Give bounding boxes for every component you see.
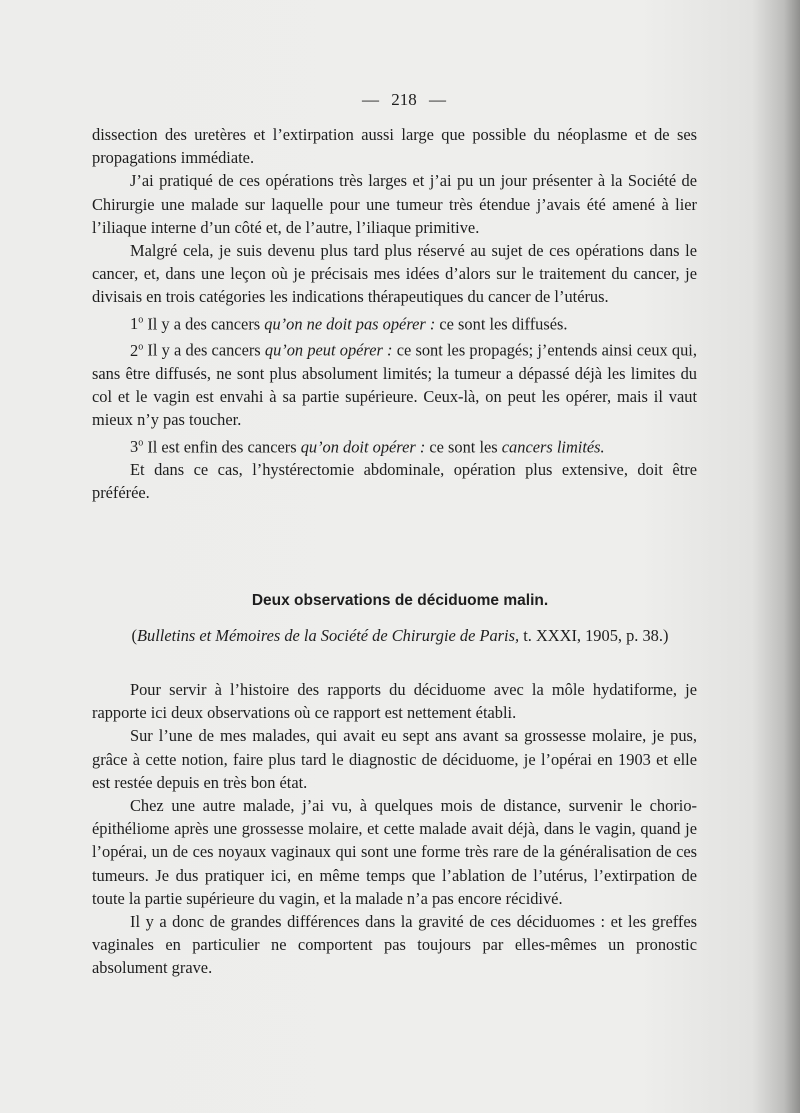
- paragraph-premiere-malade: Sur l’une de mes malades, qui avait eu sept ans avant sa grossesse molaire, je pus, grâce à cette notion, faire plus tard le diagnostic de déciduome, je l’opérai en 1903 et elle est restée depuis en très bon état.: [92, 726, 697, 792]
- page-number: [0, 90, 800, 110]
- citation-open: (: [131, 626, 138, 645]
- list-item-2-emphasis: qu’on peut opérer :: [264, 340, 393, 360]
- paragraph-operations: J’ai pratiqué de ces opérations très larges et j’ai pu un jour présenter à la Société de Chirurgie une malade sur laquelle pour une tumeur très étendue j’avais été amené à lier l’iliaque interne d’un côté et, de l’autre, l’iliaque primitive.: [92, 171, 697, 237]
- page-number-dash-left: —: [362, 90, 379, 109]
- list-item-1-emphasis: qu’on ne doit pas opérer :: [264, 314, 436, 334]
- paragraph-conclusion: Il y a donc de grandes différences dans la gravité de ces déciduomes : et les greffes vaginales en particulier ne comportent pas toujours par elles-mêmes un pronostic absolument grave.: [92, 912, 697, 978]
- list-item-3-text: Il est enfin des cancers: [147, 437, 297, 457]
- page-number-dash-right: —: [429, 90, 446, 109]
- text-block-bottom: [92, 678, 697, 980]
- paragraph-hysterectomie: Et dans ce cas, l’hystérectomie abdominale, opération plus extensive, doit être préférée.: [92, 460, 697, 503]
- list-item-1: [92, 309, 697, 336]
- paragraph-histoire: Pour servir à l’histoire des rapports du déciduome avec la môle hydatiforme, je rapporte ici deux observations où ce rapport est nettement établi.: [92, 680, 697, 723]
- list-item-1-rest: ce sont les diffusés.: [439, 314, 568, 334]
- list-item-2-number: 2$^o$: [130, 340, 144, 360]
- section-title: Deux observations de déciduome malin.: [251, 592, 549, 609]
- citation-journal: Bulletins et Mémoires de la Société de Chirurgie de Paris,: [137, 626, 520, 645]
- list-item-2-rest: ce sont les propagés; j’entends ainsi ceux qui, sans être diffusés, ne sont plus absolument limités; la tumeur a dépassé déjà les limites du col et le vagin est envahi à sa partie supérieure. Ceux-là, on peut les opérer, mais il vaut mieux n’y pas toucher.: [92, 340, 697, 430]
- list-item-3: [92, 432, 697, 459]
- list-item-3-emphasis: qu’on doit opérer :: [300, 437, 426, 457]
- citation-reference: t. XXXI, 1905, p. 38.): [523, 626, 669, 645]
- section-citation: [0, 626, 800, 646]
- page-number-value: 218: [391, 90, 417, 109]
- paragraph-continued: dissection des uretères et l’extirpation aussi large que possible du néoplasme et de ses propagations immédiate.: [92, 125, 697, 168]
- list-item-3-number: 3$^o$: [130, 437, 144, 457]
- paragraph-reserve: Malgré cela, je suis devenu plus tard plus réservé au sujet de ces opérations dans le cancer, et, dans une leçon où je précisais mes idées d’alors sur le traitement du cancer, je divisais en trois catégories les indications thérapeutiques du cancer de l’utérus.: [92, 241, 697, 307]
- list-item-1-text: Il y a des cancers: [147, 314, 261, 334]
- list-item-1-number: 1$^o$: [130, 314, 144, 334]
- list-item-2-text: Il y a des cancers: [147, 340, 261, 360]
- paragraph-autre-malade: Chez une autre malade, j’ai vu, à quelques mois de distance, survenir le chorio-épithéliome après une grossesse molaire, et cette malade avait déjà, dans le vagin, quand je l’opérai, un de ces noyaux vaginaux qui sont une forme très rare de la généralisation de ces tumeurs. Je dus pratiquer ici, en même temps que l’ablation de l’utérus, l’extirpation de toute la partie supérieure du vagin, et la malade n’a pas encore récidivé.: [92, 796, 697, 908]
- text-block-top: [92, 123, 697, 505]
- list-item-3-emphasis-2: cancers limités.: [501, 437, 605, 457]
- list-item-3-mid: ce sont les: [429, 437, 498, 457]
- list-item-2: [92, 335, 697, 431]
